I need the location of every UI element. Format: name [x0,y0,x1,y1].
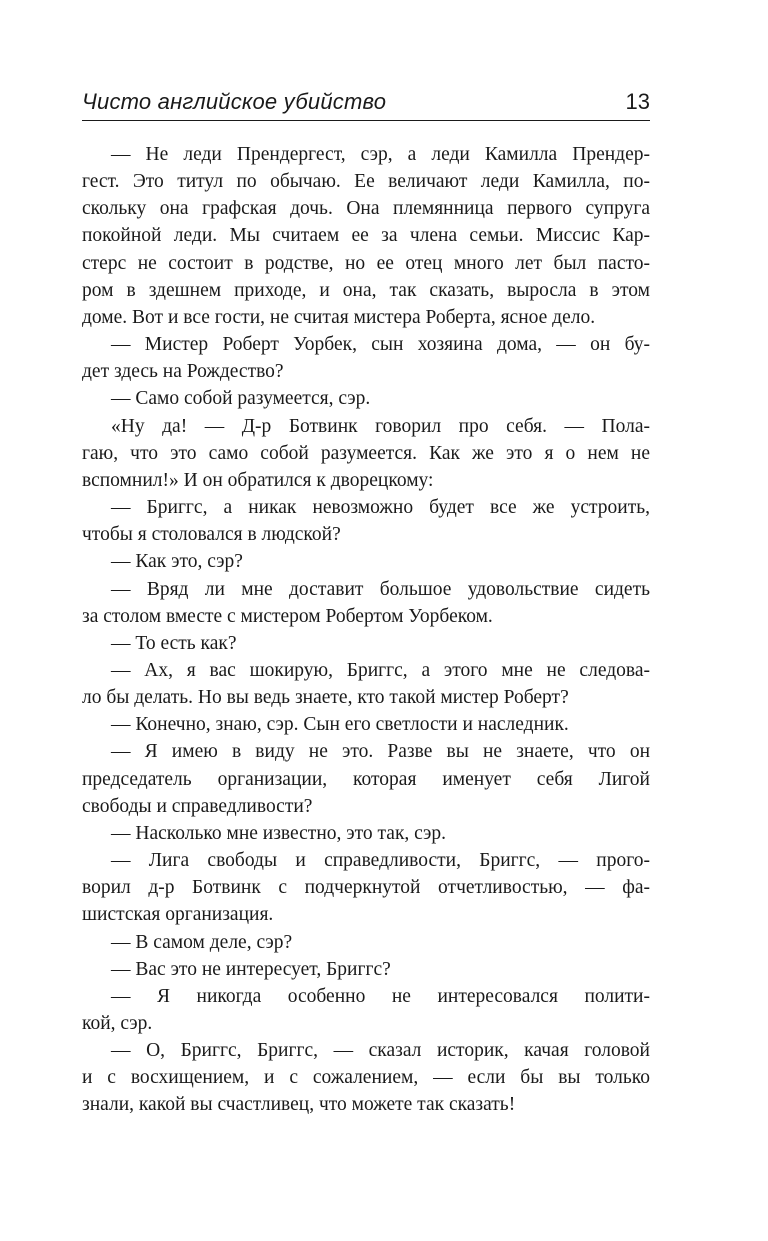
line-wrapper [82,576,650,603]
paragraph [82,630,650,657]
line-wrapper [82,847,650,874]
line-wrapper [82,983,650,1010]
line-wrapper [82,684,650,711]
text-line: шистская организация. [82,904,274,926]
text-line: вспомнил!» И он обратился к дворецкому: [82,469,434,491]
line-wrapper [82,222,650,249]
line-wrapper [82,467,650,494]
text-line: — Я имею в виду не это. Разве вы не знаете, что он [111,741,650,763]
text-line: доме. Вот и все гости, не считая мистера Роберта, ясное дело. [82,306,596,328]
book-title: Чисто английское убийство [82,89,387,114]
paragraph [82,711,650,738]
line-wrapper [82,440,650,467]
text-line: знали, какой вы счастливец, что можете так сказать! [82,1094,516,1116]
line-wrapper [82,956,650,983]
text-line: — Не леди Прендергест, сэр, а леди Камилла Прендер- [111,144,650,165]
line-wrapper [82,521,650,548]
text-line: — Бриггс, а никак невозможно будет все же устроить, [111,497,650,519]
text-line: председатель организации, которая именует себя Лигой [82,768,650,790]
text-line: свободы и справедливости? [82,795,313,817]
text-line: скольку она графская дочь. Она племянница первого супруга [82,198,650,220]
text-line: «Ну да! — Д-р Ботвинк говорил про себя. — Пола- [111,415,650,437]
text-line: — О, Бриггс, Бриггс, — сказал историк, качая головой [111,1040,650,1062]
book-page [82,0,650,1241]
line-wrapper [82,711,650,738]
paragraph [82,1037,650,1118]
line-wrapper [82,793,650,820]
text-line: — В самом деле, сэр? [111,931,293,953]
text-line: кой, сэр. [82,1013,153,1034]
paragraph [82,820,650,847]
paragraph [82,657,650,711]
text-line: чтобы я столовался в людской? [82,524,341,546]
line-wrapper [82,304,650,331]
paragraph [82,929,650,956]
line-wrapper [82,1064,650,1091]
paragraph [82,548,650,575]
text-line: стерс не состоит в родстве, но ее отец много лет был пасто- [82,252,650,274]
running-header [82,86,650,121]
paragraph [82,956,650,983]
paragraph [82,983,650,1037]
line-wrapper [82,874,650,901]
paragraph [82,331,650,385]
body-text [82,141,650,1119]
text-line: — То есть как? [111,632,237,654]
paragraph [82,576,650,630]
line-wrapper [82,901,650,928]
line-wrapper [82,657,650,684]
line-wrapper [82,820,650,847]
text-line: — Вряд ли мне доставит большое удовольствие сидеть [111,578,650,600]
line-wrapper [82,385,650,412]
line-wrapper [82,548,650,575]
line-wrapper [82,168,650,195]
line-wrapper [82,141,650,168]
text-line: ворил д-р Ботвинк с подчеркнутой отчетливостью, — фа- [82,877,650,899]
text-line: ром в здешнем приходе, и она, так сказать, выросла в этом [82,279,650,301]
line-wrapper [82,195,650,222]
line-wrapper [82,1037,650,1064]
text-line: за столом вместе с мистером Робертом Уорбеком. [82,605,493,627]
line-wrapper [82,494,650,521]
text-line: гаю, что это само собой разумеется. Как же это я о нем не [82,442,650,464]
line-wrapper [82,413,650,440]
line-wrapper [82,603,650,630]
text-line: — Я никогда особенно не интересовался полити- [111,985,650,1007]
line-wrapper [82,766,650,793]
paragraph [82,141,650,331]
text-line: дет здесь на Рождество? [82,361,284,383]
text-line: — Само собой разумеется, сэр. [111,388,371,410]
line-wrapper [82,358,650,385]
text-line: ло бы делать. Но вы ведь знаете, кто такой мистер Роберт? [82,687,569,709]
line-wrapper [82,1091,650,1118]
text-line: — Насколько мне известно, это так, сэр. [111,822,447,844]
text-line: — Мистер Роберт Уорбек, сын хозяина дома, — он бу- [111,334,650,356]
line-wrapper [82,630,650,657]
paragraph [82,847,650,928]
line-wrapper [82,250,650,277]
line-wrapper [82,331,650,358]
page-number: 13 [625,89,650,114]
line-wrapper [82,1010,650,1037]
text-line: — Лига свободы и справедливости, Бриггс, — прого- [111,850,650,872]
text-line: — Вас это не интересует, Бриггс? [111,958,391,980]
paragraph [82,494,650,548]
text-line: — Как это, сэр? [111,551,243,573]
paragraph [82,413,650,494]
line-wrapper [82,929,650,956]
line-wrapper [82,277,650,304]
text-line: и с восхищением, и с сожалением, — если бы вы только [82,1067,650,1089]
paragraph [82,385,650,412]
paragraph [82,738,650,819]
text-line: — Ах, я вас шокирую, Бриггс, а этого мне не следова- [111,659,650,681]
text-line: — Конечно, знаю, сэр. Сын его светлости и наследник. [111,714,569,736]
text-line: покойной леди. Мы считаем ее за члена семьи. Миссис Кар- [82,225,650,247]
text-line: гест. Это титул по обычаю. Ее величают леди Камилла, по- [82,171,650,193]
line-wrapper [82,738,650,765]
